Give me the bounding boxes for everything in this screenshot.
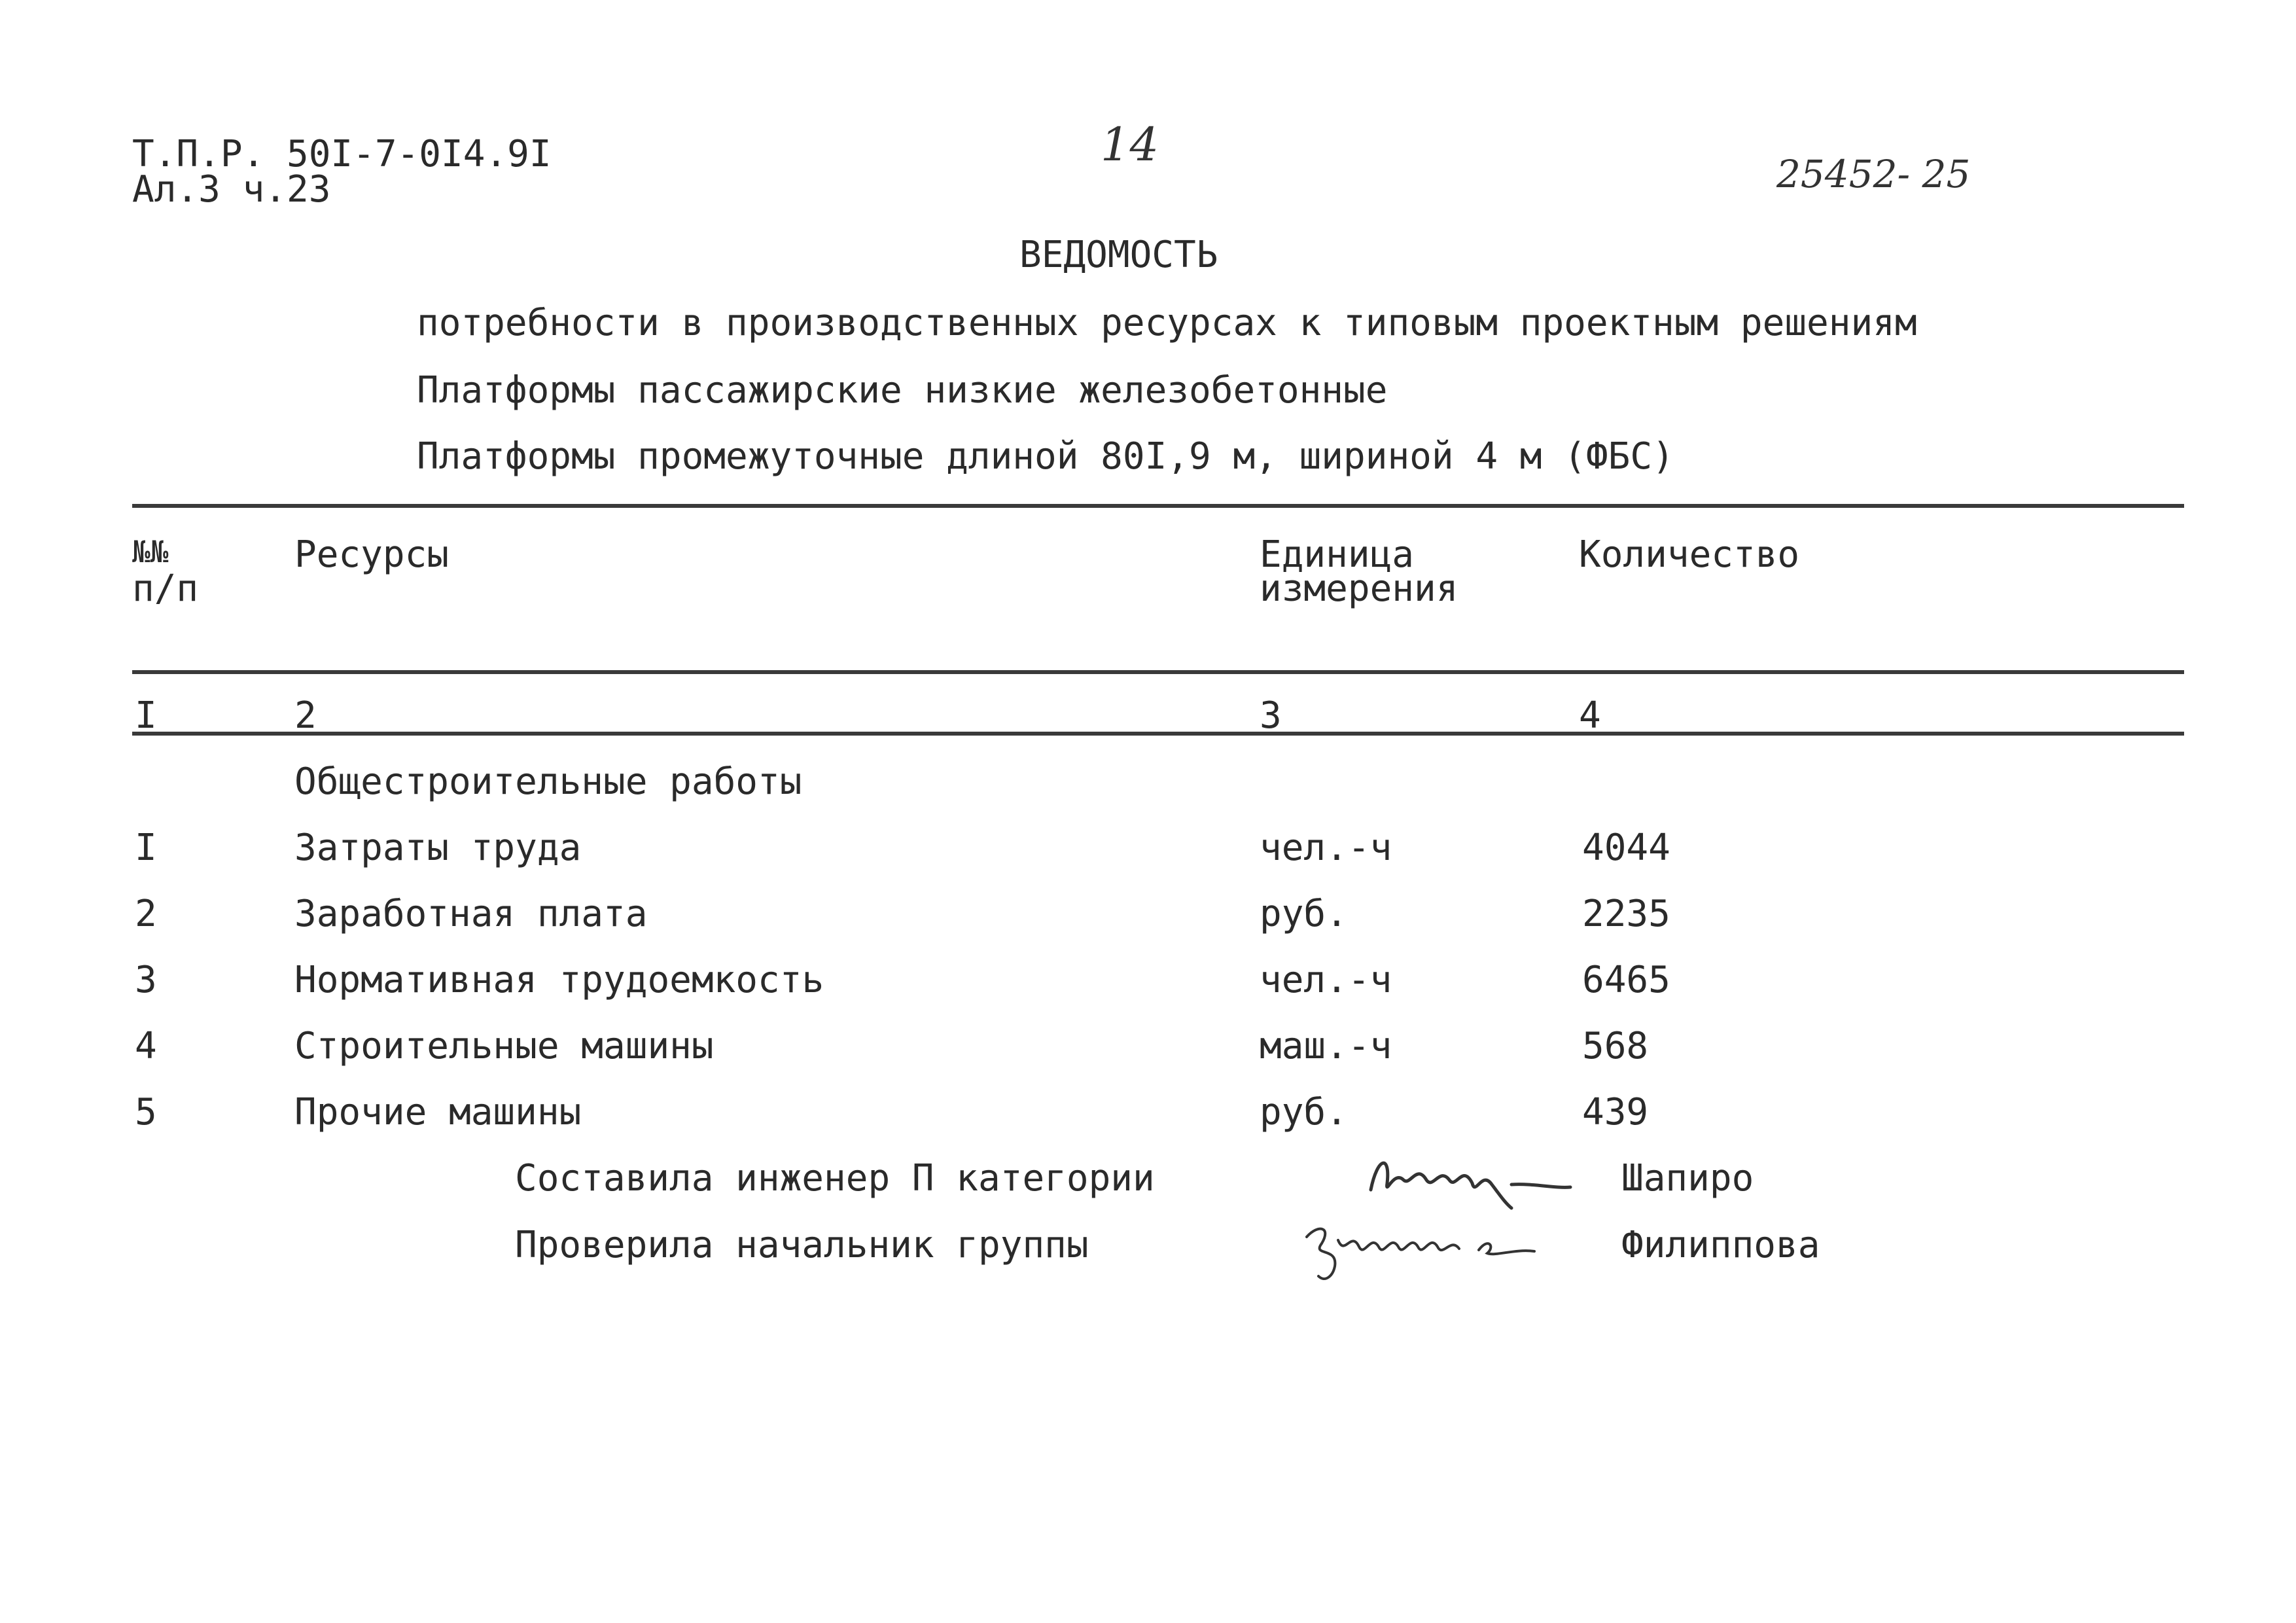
signature-role: Составила инженер П категории	[515, 1157, 1155, 1200]
row-quantity: 439	[1582, 1091, 1649, 1133]
header-num-line2: п/п	[132, 567, 199, 610]
signature-name: Филиппова	[1621, 1224, 1820, 1266]
title-line-3: Платформы промежуточные длиной 80I,9 м, шириной 4 м (ФБС)	[417, 435, 1674, 478]
row-unit: руб.	[1260, 1091, 1348, 1133]
signature-role: Проверила начальник группы	[515, 1224, 1089, 1266]
row-unit: чел.-ч	[1260, 959, 1392, 1001]
title-line-2: Платформы пассажирские низкие железобетонные	[417, 369, 1388, 412]
row-quantity: 6465	[1582, 959, 1670, 1001]
row-unit: чел.-ч	[1260, 827, 1392, 869]
row-num: 2	[135, 893, 157, 935]
header-unit-line2: измерения	[1260, 567, 1458, 610]
row-num: 3	[135, 959, 157, 1001]
column-number-1: I	[135, 694, 157, 737]
row-unit: маш.-ч	[1260, 1025, 1392, 1067]
handwritten-signature-filippova	[1299, 1211, 1554, 1289]
column-number-2: 2	[294, 694, 317, 737]
row-resource: Затраты труда	[294, 827, 582, 869]
row-resource: Строительные машины	[294, 1025, 714, 1067]
signature-name: Шапиро	[1621, 1157, 1754, 1200]
row-num: 4	[135, 1025, 157, 1067]
row-resource: Прочие машины	[294, 1091, 582, 1133]
column-number-3: 3	[1260, 694, 1282, 737]
header-quantity: Количество	[1579, 533, 1800, 576]
column-number-rule	[132, 732, 2184, 736]
row-num: I	[135, 827, 157, 869]
header-unit-line1: Единица	[1260, 533, 1415, 576]
header-bottom-rule	[132, 670, 2184, 674]
title-line-1: потребности в производственных ресурсах к типовым проектным решениям	[417, 302, 1917, 344]
row-num: 5	[135, 1091, 157, 1133]
row-unit: руб.	[1260, 893, 1348, 935]
row-quantity: 568	[1582, 1025, 1649, 1067]
row-resource: Заработная плата	[294, 893, 648, 935]
row-quantity: 4044	[1582, 827, 1670, 869]
document-title: ВЕДОМОСТЬ	[1019, 234, 1218, 276]
document-code: Т.П.Р. 50I-7-0I4.9I	[132, 133, 552, 175]
row-quantity: 2235	[1582, 893, 1670, 935]
page-number-handwritten: 14	[1101, 118, 1159, 171]
header-resources: Ресурсы	[294, 533, 450, 576]
handwritten-signature-shapiro	[1364, 1144, 1574, 1216]
section-title: Общестроительные работы	[294, 760, 802, 803]
archive-number-handwritten: 25452- 25	[1776, 152, 1971, 196]
column-number-4: 4	[1579, 694, 1601, 737]
row-resource: Нормативная трудоемкость	[294, 959, 824, 1001]
document-part: Ал.3 ч.23	[132, 168, 331, 211]
header-num-line1: №№	[132, 534, 169, 569]
table-top-rule	[132, 504, 2184, 508]
